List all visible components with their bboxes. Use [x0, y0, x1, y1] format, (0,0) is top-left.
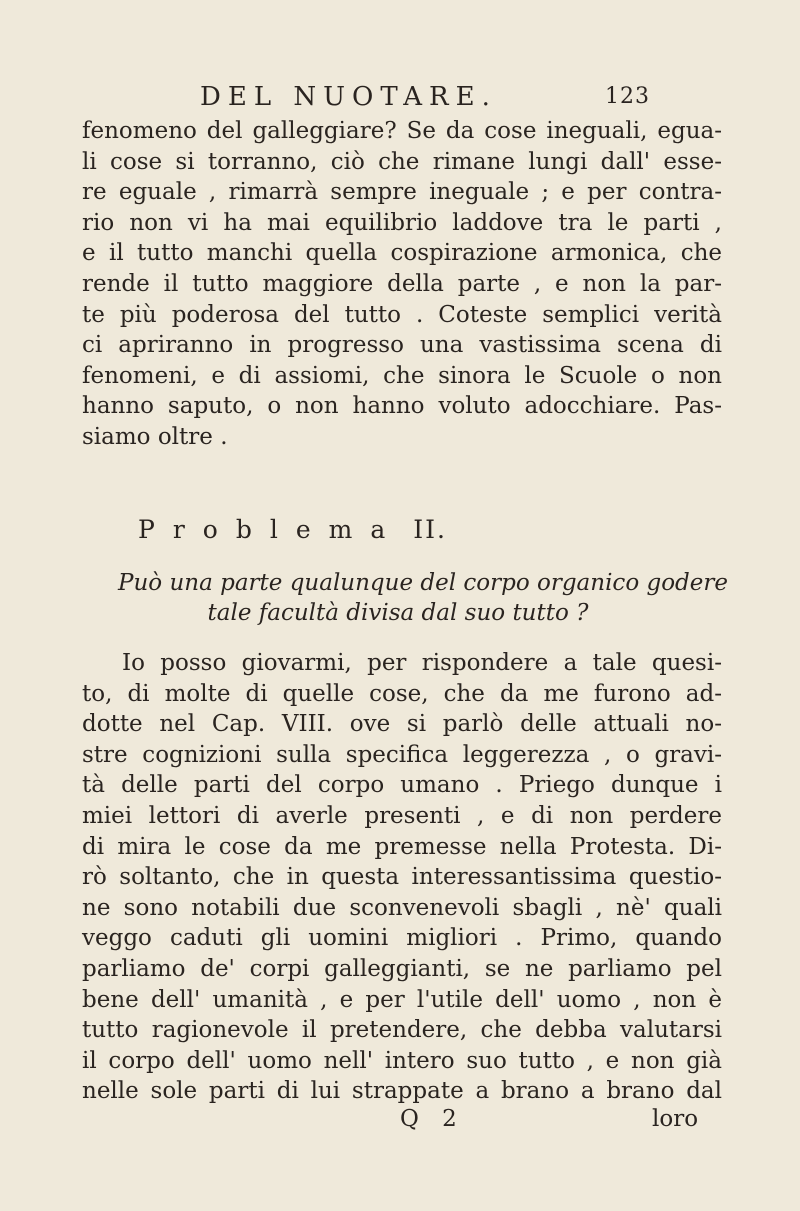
running-title: DEL NUOTARE.	[200, 82, 497, 112]
text-line: rende il tutto maggiore della parte , e non la par-	[82, 270, 722, 297]
text-line: e il tutto manchi quella cospirazione armonica, che	[82, 240, 722, 267]
text-line: dotte nel Cap. VIII. ove si parlò delle attuali no-	[82, 711, 722, 738]
question-line: tale facultà divisa dal suo tutto ?	[207, 600, 589, 626]
paragraph-2	[82, 648, 722, 1107]
problem-question	[118, 568, 728, 628]
text-line: fenomeno del galleggiare? Se da cose ineguali, egua-	[82, 118, 722, 144]
text-line: fenomeni, e di assiomi, che sinora le Scuole o non	[82, 362, 722, 389]
text-line: re eguale , rimarrà sempre ineguale ; e per contra-	[82, 179, 722, 206]
text-line: di mira le cose da me premesse nella Protesta. Di-	[82, 833, 722, 860]
text-line: ne sono notabili due sconvenevoli sbagli , nè' quali	[82, 894, 722, 921]
signature-mark: Q 2	[400, 1106, 465, 1132]
text-line: stre cognizioni sulla specifica leggerezza , o gravi-	[82, 741, 722, 768]
text-line: te più poderosa del tutto . Coteste semplici verità	[82, 301, 722, 328]
text-line: to, di molte di quelle cose, che da me furono ad-	[82, 680, 722, 707]
text-line: bene dell' umanità , e per l'utile dell' uomo , non è	[82, 986, 722, 1013]
text-line: il corpo dell' uomo nell' intero suo tutto , e non già	[82, 1047, 722, 1074]
problem-number: II.	[413, 515, 447, 544]
text-line: rò soltanto, che in questa interessantissima questio-	[82, 864, 722, 891]
text-line: veggo caduti gli uomini migliori . Primo, quando	[82, 925, 722, 952]
text-line: nelle sole parti di lui strappate a brano a brano dal	[82, 1078, 722, 1105]
page-number: 123	[605, 84, 650, 109]
problem-label: Problema	[138, 515, 404, 544]
text-line: siamo oltre .	[82, 423, 228, 450]
paragraph-1	[82, 116, 722, 453]
text-line: rio non vi ha mai equilibrio laddove tra le parti ,	[82, 209, 722, 236]
text-line: li cose si torranno, ciò che rimane lungi dall' esse-	[82, 148, 722, 175]
question-line: Può una parte qualunque del corpo organico godere	[118, 570, 728, 596]
text-line: tutto ragionevole il pretendere, che debba valutarsi	[82, 1017, 722, 1044]
text-line: ci apriranno in progresso una vastissima scena di	[82, 332, 722, 359]
text-line: parliamo de' corpi galleggianti, se ne parliamo pel	[82, 955, 722, 982]
text-line: Io posso giovarmi, per rispondere a tale quesi-	[122, 650, 722, 676]
problem-heading	[138, 515, 608, 544]
text-line: tà delle parti del corpo umano . Priego dunque i	[82, 772, 722, 799]
text-line: miei lettori di averle presenti , e di non perdere	[82, 802, 722, 829]
catchword: loro	[652, 1106, 699, 1132]
text-line: hanno saputo, o non hanno voluto adocchiare. Pas-	[82, 393, 722, 420]
